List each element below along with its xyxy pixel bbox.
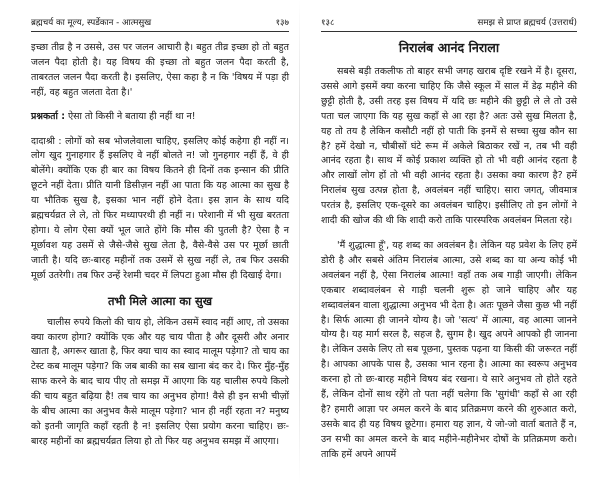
left-page-number: १३७ [275,18,289,28]
answer-label: दादाश्री : [31,135,62,147]
answer-paragraph [31,135,289,284]
right-paragraph-1: सबसे बड़ी तकलीफ तो बाहर सभी जगह खराब दृष्टि रखने में है। दूसरा, उससे आगे इसमें क्या करना चाहिए कि जैसे स्कूल में साल में डेढ़ महीने की छुट्टी होती है, उसी तरह इस विषय में यदि छः महीने की छुट्टी ले ले तो उसे पता चल जाएगा कि यह सुख कहाँ से आ रहा है? अतः उसे सुख मिलता है, यह तो तय है लेकिन कसौटी नहीं हो पाती कि इनमें से सच्चा सुख कौन सा है? हमें देखो न, चौबीसों घंटे रूम में अकेले बिठाकर रखें न, तब भी वही आनंद रहता है। साथ में कोई प्रकाश व्यक्ति हो तो भी वही आनंद रहता है और लाखों लोग हों तो भी वही आनंद रहता है। उसका क्या कारण है? हमें निरालंब सुख उत्पन्न होता है, अवलंबन नहीं चाहिए। सारा जगत्, जीवमात्र परतंत्र है, इसलिए एक-दूसरे का अवलंबन चाहिए। इसीलिए तो इन लोगों ने शादी की खोज की थी कि शादी करो ताकि पारस्परिक अवलंबन मिलता रहे। [321,66,577,227]
right-page-number: १३८ [321,18,335,28]
right-page [300,0,599,484]
right-running-head [321,17,577,29]
question-paragraph [31,110,289,125]
chapter-heading: निरालंब आनंद निराला [398,40,500,55]
right-paragraph-2: 'मैं शुद्धात्मा हूँ', यह शब्द का अवलंबन है। लेकिन यह प्रवेश के लिए हमें डोरी है और सबसे अंतिम निरालंब आत्मा, उसे शब्द का या अन्य कोई भी अवलंबन नहीं है, ऐसा निरालंब आत्मा! वहाँ तक अब गाड़ी जाएगी। लेकिन एकबार शब्दावलंबन से गाड़ी चलनी शुरू हो जाने चाहिए और यह शब्दावलंबन वाला शुद्धात्मा अनुभव भी देता है। अतः पूछने जैसा कुछ भी नहीं है। सिर्फ आत्मा ही जानने योग्य है। जो 'सत्य' में आत्मा, वह आत्मा जानने योग्य है। यह मार्ग सरल है, सहज है, सुगम है। खुद अपने आपको ही जानना है। लेकिन उसके लिए तो सब पूछना, पुस्तक पढ़ना या किसी की जरूरत नहीं है। आपका आपके पास है, उसका भान रहना है। आत्मा का स्वरूप अनुभव करना हो तो छः-बारह महीने विषय बंद रखना। ये सारे अनुभव तो होते रहते हैं, लेकिन दोनों साथ रहेंगे तो पता नहीं चलेगा कि 'सुगंधी' कहाँ से आ रही है? हमारी आज्ञा पर अमल करने के बाद प्रतिक्रमण करने की शुरुआत करो, उसके बाद ही यह विषय छूटेगा। हमारा यह ज्ञान, ये जो-जो वार्ता बताते हैं न, उन सभी का अमल करने के बाद महीने-महीनेभर दोषों के प्रतिक्रमण करो। ताकि हमें अपने आपमें [321,239,577,460]
answer-text: लोगों को सब भोजलेवाला चाहिए, इसलिए कोई कहेगा ही नहीं न। लोग खुद गुनाहगार हैं इसलिए वे नहीं बोलते न! जो गुनहगार नहीं हैं, वे ही बोलेंगे। क्योंकि एक ही बार का विषय कितने ही दिनों तक इन्सान की प्रीति छूटने नहीं देता। प्रीति यानी डिसीज़न नहीं आ पाता कि यह आत्मा का सुख है या भौतिक सुख है, इसका भान नहीं होने देता। इस ज्ञान के साथ यदि ब्रह्मचर्यव्रत ले ले, तो फिर मध्यापरथी ही नहीं न। परेशानी में भी सुख बरतता होगा। ये लोग ऐसा क्यों भूल जाते होंगे कि मौस की पुतली है? ऐसा है न मूर्छावश यह उसमें से जैसे-जैसे सुख लेता है, वैसे-वैसे उस पर मूर्छा छाती जाती है। यदि छः-बारह महीनों तक उसमें से सुख नहीं ले, तब फिर उसकी मूर्छा उतरेगी। तब फिर उन्हें रेशमी चदर में लिपटा हुआ मौस ही दिखाई देगा। [31,135,289,281]
question-text: ऐसा तो किसी ने बताया ही नहीं था न! [67,110,196,122]
left-running-head [31,17,289,29]
section-heading: तभी मिले आत्मा का सुख [107,293,213,308]
left-paragraph-1: इच्छा तीव्र है न उससे, उस पर जलन आचारी है। बहुत तीव्र इच्छा हो तो बहुत जलन पैदा होती है। यह विषय की इच्छा तो बहुत जलन पैदा करती है, ताबरतल जलन पैदा करती है। इसलिए, ऐसा कहा है न कि 'विषय में पड़ा ही नहीं, वह बहुत जलता देता है।' [31,42,289,98]
right-running-title: समझ से प्राप्त ब्रह्मचर्य (उत्तरार्ध) [477,18,577,28]
left-running-title: ब्रह्मचर्य का मूल्य, स्पर्डेकान - आत्मसुख [31,18,152,28]
question-label: प्रश्नकर्ता : [31,110,65,122]
right-header-rule [321,31,577,32]
left-header-rule [31,31,289,32]
left-paragraph-2: चालीस रुपये किलो की चाय हो, लेकिन उसमें स्वाद नहीं आए, तो उसका क्या कारण होगा? क्योंकि एक और यह चाय पीता है और दूसरी और अनार खाता है, अगरूर खाता है, फिर क्या चाय का स्वाद मालूम पड़ेगा? तो चाय का टेस्ट कब मालूम पड़ेगा? कि जब बाकी का सब खाना बंद कर दे। फिर मुँह-मुँह साफ करने के बाद चाय पीए तो समझ में आएगा कि यह चालीस रुपये किलो की चाय बहुत बढ़िया है! तब चाय का अनुभव होगा! वैसे ही इन सभी चीज़ों के बीच आत्मा का अनुभव कैसे मालूम पड़ेगा? भान ही नहीं रहता न? मनुष्य को इतनी जागृति कहाँ रहती है न! इसलिए ऐसा प्रयोग करना चाहिए। छः-बारह महीनों का ब्रह्मचर्यव्रत लिया हो तो फिर यह अनुभव समझ में आएगा। [31,316,289,447]
